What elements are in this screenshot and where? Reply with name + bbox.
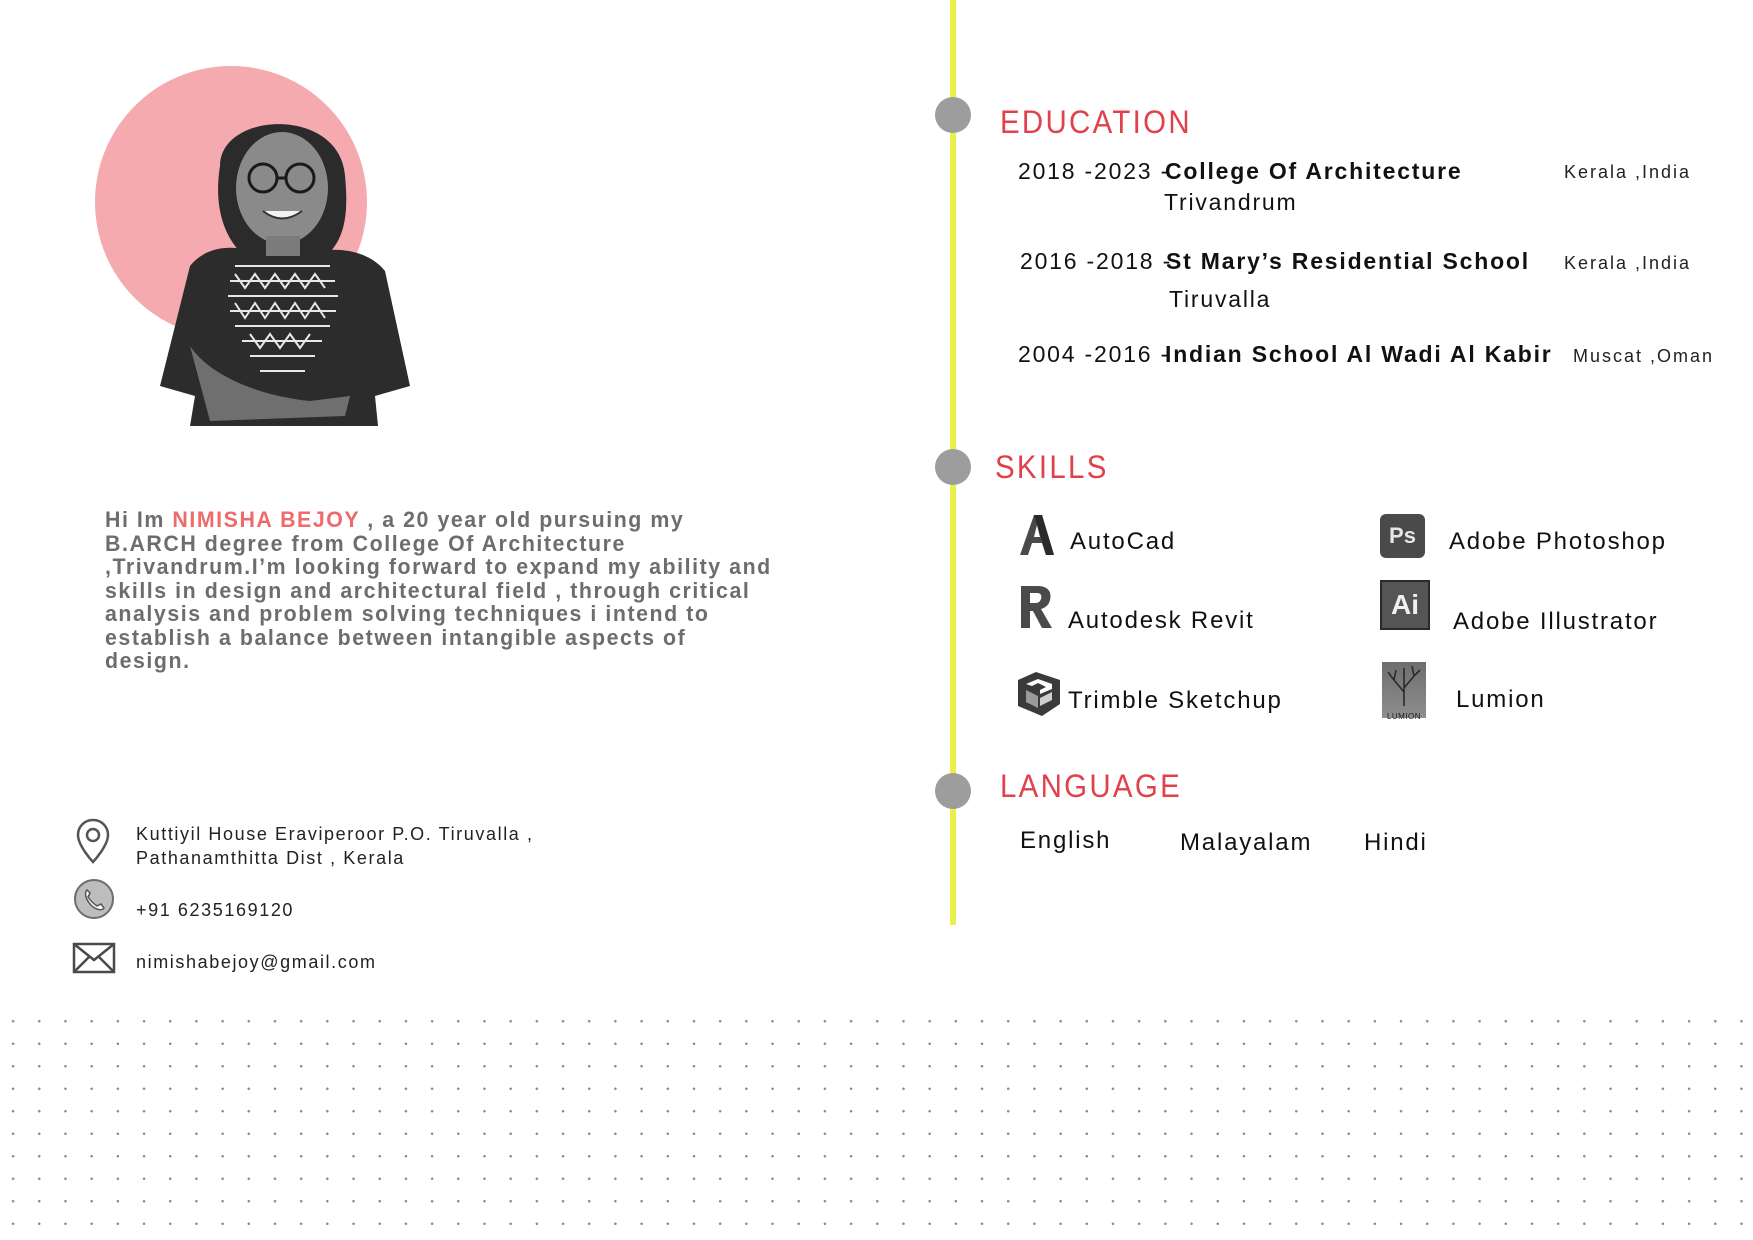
language-hindi: Hindi xyxy=(1364,829,1428,856)
education-location-1: Kerala ,India xyxy=(1564,162,1692,182)
education-school-2: St Mary’s Residential School xyxy=(1166,248,1530,274)
education-school-1: College Of Architecture xyxy=(1165,158,1463,184)
timeline-node-language xyxy=(935,773,971,809)
language-malayalam: Malayalam xyxy=(1180,829,1313,856)
skill-sketchup: Trimble Sketchup xyxy=(1068,687,1283,714)
photoshop-icon: Ps xyxy=(1380,514,1425,558)
education-years-3: 2004 -2016 - xyxy=(1018,341,1171,367)
skill-lumion: Lumion xyxy=(1456,686,1546,713)
education-location-3: Muscat ,Oman xyxy=(1573,346,1715,366)
education-years-2: 2016 -2018 - xyxy=(1020,248,1173,274)
education-location-2: Kerala ,India xyxy=(1564,253,1692,273)
phone-icon xyxy=(73,878,115,920)
phone-number: +91 6235169120 xyxy=(136,900,295,920)
education-city-2: Tiruvalla xyxy=(1169,286,1272,312)
education-years-1: 2018 -2023 - xyxy=(1018,158,1171,184)
intro-body: , a 20 year old pursuing my B.ARCH degree from College Of Architecture ,Trivandrum.I’m looking forward to expand my ability and skills in design and architectural field , through critical analysis and problem solving techniques i intend to establish a balance between intangible aspects of design. xyxy=(105,507,772,673)
location-pin-icon xyxy=(76,818,110,864)
dot-pattern-background xyxy=(0,1010,1753,1240)
timeline-node-skills xyxy=(935,449,971,485)
email-address: nimishabejoy@gmail.com xyxy=(136,952,377,972)
profile-photo xyxy=(150,96,428,426)
intro-paragraph xyxy=(105,508,774,673)
autocad-icon xyxy=(1016,513,1056,557)
email-icon xyxy=(72,942,116,974)
address-line-1: Kuttiyil House Eraviperoor P.O. Tiruvalla , xyxy=(136,824,534,844)
timeline-node-education xyxy=(935,97,971,133)
skill-revit: Autodesk Revit xyxy=(1068,607,1255,634)
skill-illustrator: Adobe Illustrator xyxy=(1453,608,1659,635)
address xyxy=(136,822,534,870)
lumion-tree-icon xyxy=(1382,662,1426,706)
skill-photoshop: Adobe Photoshop xyxy=(1449,528,1667,555)
education-school-3: Indian School Al Wadi Al Kabir xyxy=(1165,341,1553,367)
address-line-2: Pathanamthitta Dist , Kerala xyxy=(136,848,405,868)
lumion-icon xyxy=(1382,662,1426,721)
language-title: LANGUAGE xyxy=(1000,768,1183,804)
education-title: EDUCATION xyxy=(1000,104,1192,140)
sketchup-icon xyxy=(1016,670,1062,718)
illustrator-icon: Ai xyxy=(1380,580,1430,630)
language-english: English xyxy=(1020,827,1112,854)
intro-prefix: Hi Im xyxy=(105,507,173,532)
skill-autocad: AutoCad xyxy=(1070,528,1176,555)
education-city-1: Trivandrum xyxy=(1164,189,1298,215)
skills-title: SKILLS xyxy=(995,449,1109,485)
revit-icon xyxy=(1018,584,1054,630)
lumion-icon-label: LUMION xyxy=(1386,712,1422,721)
profile-name: NIMISHA BEJOY xyxy=(172,507,360,532)
